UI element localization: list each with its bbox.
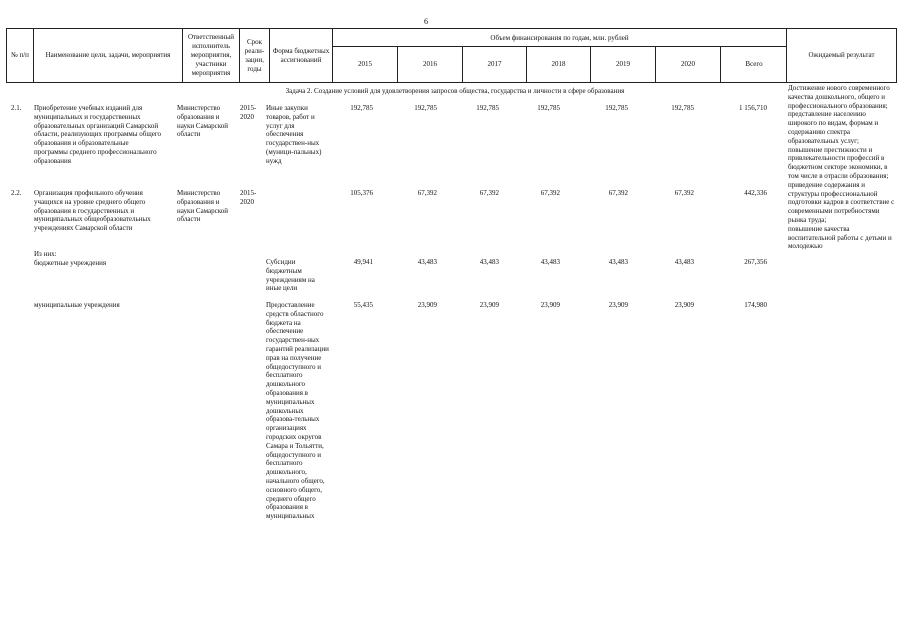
row-municipal-total: 174,980 [744, 301, 767, 309]
row-municipal-form: Предоставление средств областного бюджета на обеспечение государствен-ных гарантий реализации прав на получение общедоступного и бесплатного дошкольного образования в муниципальных дошкольных образова-тельных организациях городских округов Самара и Тольятти, общедоступного и бесплатного дошкольного, начального общего, основного общего, среднего общего образования в муниципальных [266, 301, 329, 521]
row-budget-total: 267,356 [744, 258, 767, 266]
row-2-1-2019: 192,785 [605, 104, 628, 112]
header-year-2020: 2020 [656, 47, 721, 82]
row-2-2-2019: 67,392 [608, 189, 628, 197]
header-year-2018: 2018 [527, 47, 591, 82]
header-col-result: Ожидаемый результат [808, 51, 875, 59]
row-budget-2016: 43,483 [417, 258, 437, 266]
row-2-2-2015: 105,376 [350, 189, 373, 197]
header-col-resp: Ответственный исполнитель мероприятия, участники мероприятия [183, 29, 240, 82]
row-2-1-2020: 192,785 [671, 104, 694, 112]
row-budget-2018: 43,483 [540, 258, 560, 266]
expected-result: Достижение нового современного качества дошкольного, общего и профессионального образования; представление населению широкого по видам, формам и содержанию спектра образовательных услуг; повышение престижности и привлекательности профессий в бюджетном секторе экономики, в том числе в отрасли образования; приведение содержания и структуры профессиональной подготовки кадров в соответствие с современными потребностями рынка труда; повышение качества воспитательной работы с детьми и молодежью [788, 84, 895, 251]
row-budget-2019: 43,483 [608, 258, 628, 266]
row-municipal-2016: 23,909 [417, 301, 437, 309]
row-2-1-num: 2.1. [11, 104, 22, 112]
row-2-2-total: 442,336 [744, 189, 767, 197]
header-funding-title: Объем финансирования по годам, млн. рублей [333, 29, 786, 47]
row-municipal-2019: 23,909 [608, 301, 628, 309]
row-budget-2017: 43,483 [479, 258, 499, 266]
header-total: Всего [745, 60, 763, 68]
header-funding-group [333, 29, 787, 82]
task-title: Задача 2. Создание условий для удовлетворения запросов общества, государства и личности в сфере образования [285, 87, 625, 95]
header-year-2015: 2015 [333, 47, 398, 82]
header-year-2016: 2016 [398, 47, 463, 82]
row-2-1-form: Иные закупки товаров, работ и услуг для обеспечения государствен-ных (муници-пальных) нужд [266, 104, 322, 165]
row-municipal-2020: 23,909 [674, 301, 694, 309]
row-budget-name: Из них: бюджетные учреждения [34, 250, 107, 267]
row-2-2-2016: 67,392 [417, 189, 437, 197]
row-2-2-2018: 67,392 [540, 189, 560, 197]
row-2-1-resp: Министерство образования и науки Самарской области [177, 104, 229, 139]
row-2-1-2018: 192,785 [537, 104, 560, 112]
row-municipal-2017: 23,909 [479, 301, 499, 309]
row-municipal-2015: 55,435 [353, 301, 373, 309]
row-municipal-name: муниципальные учреждения [34, 301, 120, 309]
row-2-2-term: 2015- 2020 [240, 189, 257, 206]
row-2-2-name: Организация профильного обучения учащихся на уровне среднего общего образования в государственных и муниципальных общеобразовательных учреждениях Самарской области [34, 189, 151, 233]
row-2-1-2016: 192,785 [414, 104, 437, 112]
row-2-1-total: 1 156,710 [739, 104, 767, 112]
row-2-1-term: 2015- 2020 [240, 104, 257, 121]
header-col-form: Форма бюджетных ассигнований [270, 29, 333, 82]
header-col-name: Наименование цели, задачи, мероприятия [34, 29, 183, 82]
header-year-2019: 2019 [591, 47, 656, 82]
header-col-num: № п/п [7, 29, 34, 82]
page-number: 6 [424, 17, 428, 26]
row-2-1-name: Приобретение учебных изданий для муниципальных и государственных образовательных организаций Самарской области, реализующих программы общего образования и образовательные программы среднего профессионального образования [34, 104, 162, 165]
row-2-1-2017: 192,785 [476, 104, 499, 112]
row-budget-2020: 43,483 [674, 258, 694, 266]
row-municipal-2018: 23,909 [540, 301, 560, 309]
header-year-2017: 2017 [463, 47, 527, 82]
table-header [6, 28, 897, 83]
row-2-2-2017: 67,392 [479, 189, 499, 197]
row-budget-2015: 49,941 [353, 258, 373, 266]
row-2-2-resp: Министерство образования и науки Самарской области [177, 189, 229, 224]
header-col-term: Срок реали-зации, годы [240, 29, 270, 82]
row-2-2-2020: 67,392 [674, 189, 694, 197]
row-2-1-2015: 192,785 [350, 104, 373, 112]
row-budget-form: Субсидии бюджетным учреждениям на иные цели [266, 258, 315, 293]
row-2-2-num: 2.2. [11, 189, 22, 197]
